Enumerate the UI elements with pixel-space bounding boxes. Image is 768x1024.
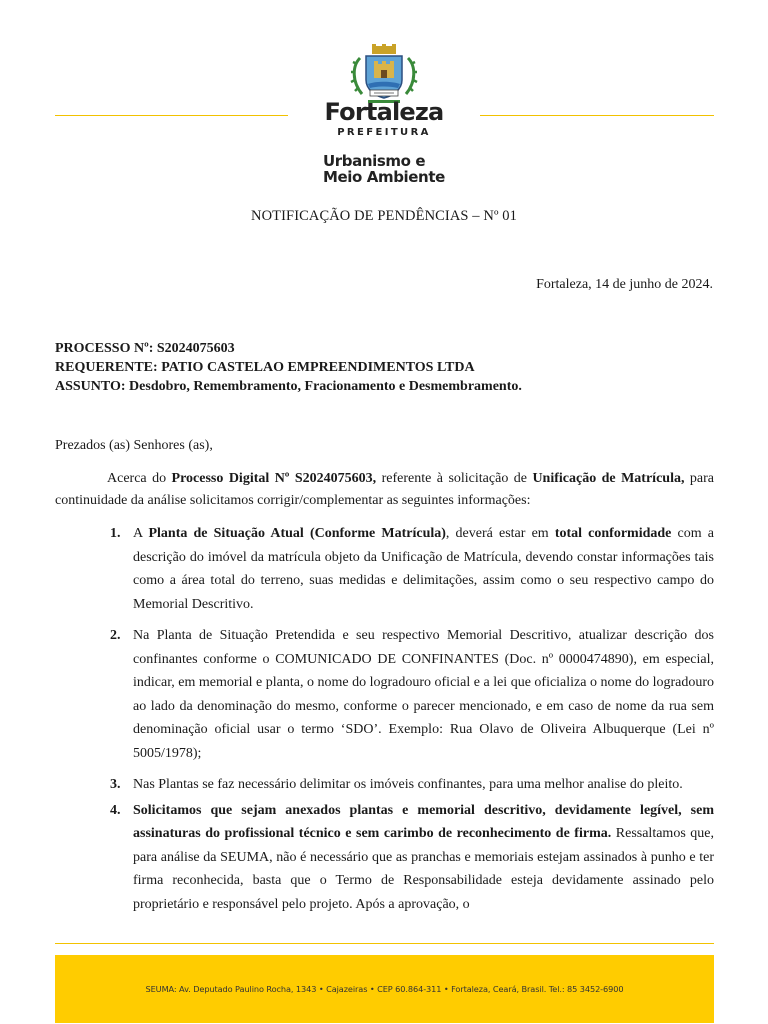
intro-text-1: Acerca do	[107, 471, 172, 486]
document-title: NOTIFICAÇÃO DE PENDÊNCIAS – Nº 01	[251, 208, 517, 224]
list-item-text: Na Planta de Situação Pretendida e seu respectivo Memorial Descritivo, atualizar descrição dos confinantes conforme o COMUNICADO DE CONFINANTES (Doc. nº 0000474890), em especial, indicar, em memorial e planta, o nome do logradouro oficial e a lei que oficializa o nome do logradouro ao lado da denominação do mesmo, conforme o parecer mencionado, e em caso de nome da rua sem denominação oficial usar o termo ‘SDO’. Exemplo: Rua Olavo de Oliveira Albuquerque (Lei nº 5005/1978);	[133, 628, 715, 761]
requerente-label: REQUERENTE:	[55, 360, 158, 375]
requerente-line	[55, 358, 522, 377]
processo-line	[55, 339, 522, 358]
assunto-line	[55, 377, 522, 396]
fortaleza-coat-of-arms-icon	[346, 44, 422, 104]
intro-bold-1: Processo Digital Nº S2024075603,	[171, 471, 377, 486]
list-item-text: Ressaltamos que, para análise da SEUMA, não é necessário que as pranchas e memoriais estejam assinados à punho e ter firma reconhecida, basta que o Termo de Responsabilidade esteja devidamente assinado pelo proprietário e responsável pelo projeto. Após a aprovação, o	[133, 826, 714, 912]
requerente-value: PATIO CASTELAO EMPREENDIMENTOS LTDA	[157, 360, 475, 375]
list-item-number: 3.	[110, 777, 121, 792]
brand-logo	[300, 98, 468, 139]
list-item-number: 4.	[110, 802, 121, 818]
header-rule-right	[480, 115, 714, 116]
list-item-text: , deverá estar em	[445, 526, 555, 541]
list-item-number: 2.	[110, 628, 121, 643]
footer-rule	[55, 943, 714, 944]
greeting: Prezados (as) Senhores (as),	[55, 438, 213, 453]
assunto-value: Desdobro, Remembramento, Fracionamento e Desmembramento.	[125, 379, 522, 394]
assunto-label: ASSUNTO:	[55, 379, 126, 394]
department-name	[323, 153, 445, 185]
document-date: Fortaleza, 14 de junho de 2024.	[536, 277, 713, 292]
list-item	[110, 773, 714, 797]
intro-text-3: para continuidade da análise solicitamos corrigir/complementar as seguintes informações:	[55, 471, 715, 508]
list-item-text: Nas Plantas se faz necessário delimitar os imóveis confinantes, para uma melhor analise do pleito.	[133, 777, 683, 792]
intro-text-2: referente à solicitação de	[376, 471, 533, 486]
intro-paragraph	[55, 468, 714, 512]
intro-bold-2: Unificação de Matrícula,	[532, 471, 685, 486]
list-item-text: com a descrição do imóvel da matrícula objeto da Unificação de Matrícula, devendo constar informações tais como a área total do terreno, suas medidas e delimitações, assim como o seu respectivo campo do Memorial Descritivo.	[133, 526, 714, 612]
list-item	[110, 799, 714, 917]
requirements-list	[110, 522, 714, 916]
list-item-text: A	[133, 526, 149, 541]
list-item-bold: Planta de Situação Atual (Conforme Matrícula)	[148, 526, 446, 541]
list-item-bold: total conformidade	[554, 526, 672, 541]
footer-bar	[55, 955, 714, 1023]
brand-subtitle: PREFEITURA	[337, 127, 431, 138]
department-line-2: Meio Ambiente	[323, 168, 445, 186]
list-item	[110, 522, 714, 616]
processo-label: PROCESSO Nº:	[55, 341, 154, 356]
list-item	[110, 624, 714, 765]
list-item-bold: Solicitamos que sejam anexados plantas e memorial descritivo, devidamente legível, sem assinaturas do profissional técnico e sem carimbo de reconhecimento de firma.	[133, 802, 714, 841]
brand-name: Fortaleza	[324, 98, 444, 126]
list-item-number: 1.	[110, 526, 121, 541]
header-rule-left	[55, 115, 288, 116]
processo-value: S2024075603	[153, 341, 235, 356]
department-line-1: Urbanismo e	[323, 152, 426, 170]
footer-address: SEUMA: Av. Deputado Paulino Rocha, 1343 • Cajazeiras • CEP 60.864-311 • Fortaleza, Ceará, Brasil. Tel.: 85 3452-6900	[145, 984, 624, 994]
process-meta	[55, 339, 522, 396]
